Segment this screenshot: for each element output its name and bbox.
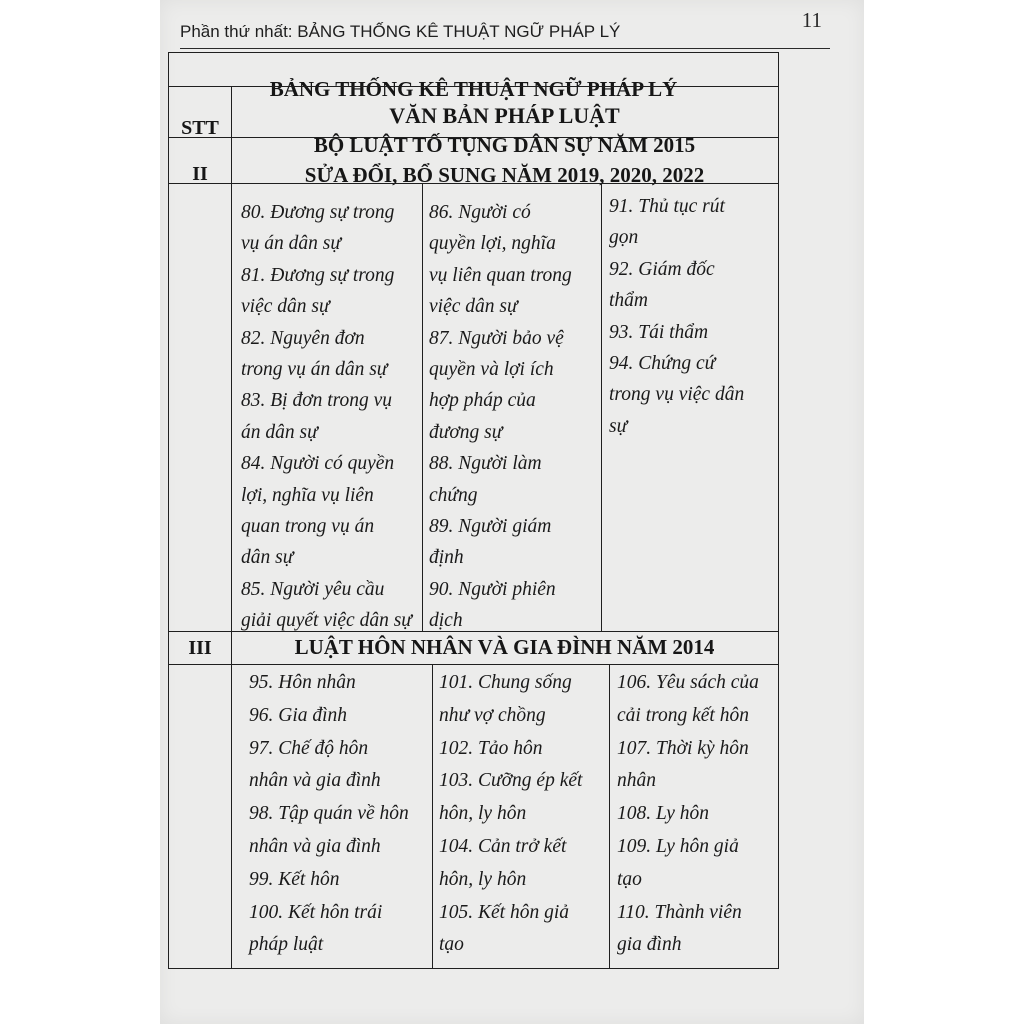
term-line: tạo — [617, 868, 642, 890]
stt-column-rule — [231, 86, 232, 968]
term-line: quyền và lợi ích — [429, 359, 554, 381]
term-line: hôn, ly hôn — [439, 868, 527, 890]
term-line: 87. Người bảo vệ — [429, 327, 564, 349]
term-line: 80. Đương sự trong — [241, 202, 395, 223]
term-line: đương sự — [429, 421, 503, 443]
document-column-header: VĂN BẢN PHÁP LUẬT — [389, 103, 620, 128]
term-line: quan trong vụ án — [241, 516, 375, 538]
term-line: 92. Giám đốc — [609, 258, 715, 280]
term-list-column — [429, 197, 572, 637]
row-divider — [169, 86, 778, 87]
term-line: 97. Chế độ hôn — [249, 737, 369, 759]
term-line: như vợ chồng — [439, 704, 546, 726]
page-number: 11 — [801, 8, 822, 32]
stt-column-header: STT — [181, 117, 219, 139]
term-line: 94. Chứng cứ — [609, 353, 716, 375]
term-line: định — [429, 547, 464, 569]
term-line: 101. Chung sống — [439, 672, 572, 693]
term-line: 89. Người giám — [429, 516, 552, 538]
term-line: 106. Yêu sách của — [617, 672, 759, 693]
term-line: sự — [609, 415, 628, 437]
term-line: 88. Người làm — [429, 453, 542, 475]
term-line: hôn, ly hôn — [439, 803, 527, 825]
term-line: gọn — [609, 227, 639, 249]
column-rule — [609, 664, 610, 968]
term-line: 110. Thành viên — [617, 901, 742, 923]
term-line: vụ liên quan trong — [429, 264, 572, 286]
term-line: 95. Hôn nhân — [249, 672, 356, 693]
term-line: 105. Kết hôn giả — [439, 901, 569, 923]
term-line: 102. Tảo hôn — [439, 737, 543, 759]
term-line: dịch — [429, 610, 463, 632]
row-divider — [169, 631, 778, 632]
term-list-column — [617, 667, 759, 962]
running-header — [180, 8, 830, 49]
term-line: giải quyết việc dân sự — [241, 610, 412, 632]
running-header-title: Phần thứ nhất: BẢNG THỐNG KÊ THUẬT NGỮ PHÁP LÝ — [180, 22, 621, 41]
term-line: 107. Thời kỳ hôn — [617, 737, 749, 759]
term-line: 83. Bị đơn trong vụ — [241, 390, 393, 412]
term-line: trong vụ án dân sự — [241, 359, 388, 381]
section-heading: BỘ LUẬT TỐ TỤNG DÂN SỰ NĂM 2015 — [313, 133, 696, 157]
column-rule — [601, 183, 602, 631]
term-list-column — [439, 667, 582, 962]
term-line: việc dân sự — [429, 296, 518, 318]
term-line: án dân sự — [241, 421, 318, 443]
row-divider — [169, 183, 778, 184]
section-heading: LUẬT HÔN NHÂN VÀ GIA ĐÌNH NĂM 2014 — [294, 635, 715, 659]
column-rule — [422, 183, 423, 631]
term-line: nhân và gia đình — [249, 770, 381, 792]
term-line: 90. Người phiên — [429, 578, 556, 600]
term-list-column — [609, 191, 744, 442]
term-line: 109. Ly hôn giả — [617, 835, 739, 857]
section-number: II — [192, 163, 208, 185]
term-line: 98. Tập quán về hôn — [249, 803, 409, 825]
section-number: III — [188, 637, 212, 659]
term-line: việc dân sự — [241, 296, 330, 318]
term-line: 82. Nguyên đơn — [241, 327, 365, 349]
term-line: 93. Tái thẩm — [609, 321, 709, 343]
term-line: nhân — [617, 770, 656, 792]
term-line: 99. Kết hôn — [249, 868, 340, 890]
term-line: nhân và gia đình — [249, 835, 381, 857]
column-rule — [432, 664, 433, 968]
row-divider — [169, 664, 778, 665]
legal-terms-table — [168, 52, 779, 969]
term-line: cải trong kết hôn — [617, 704, 749, 726]
term-line: 85. Người yêu cầu — [241, 578, 385, 600]
term-line: 96. Gia đình — [249, 704, 348, 726]
term-line: tạo — [439, 934, 464, 956]
term-line: hợp pháp của — [429, 390, 536, 412]
term-line: thẩm — [609, 290, 648, 312]
term-list-column — [249, 667, 409, 962]
section-heading-subtitle: SỬA ĐỔI, BỔ SUNG NĂM 2019, 2020, 2022 — [304, 163, 705, 187]
term-line: lợi, nghĩa vụ liên — [241, 484, 374, 506]
term-line: 104. Cản trở kết — [439, 835, 567, 857]
term-line: pháp luật — [249, 934, 324, 956]
term-line: 91. Thủ tục rút — [609, 196, 725, 217]
term-line: chứng — [429, 484, 478, 506]
term-line: 84. Người có quyền — [241, 453, 395, 475]
term-line: 86. Người có — [429, 202, 531, 223]
term-line: quyền lợi, nghĩa — [429, 233, 556, 255]
term-line: dân sự — [241, 547, 294, 569]
term-line: 100. Kết hôn trái — [249, 901, 383, 923]
term-line: 81. Đương sự trong — [241, 264, 395, 286]
term-line: gia đình — [617, 934, 682, 956]
table-title: BẢNG THỐNG KÊ THUẬT NGỮ PHÁP LÝ — [269, 77, 678, 101]
term-line: 103. Cưỡng ép kết — [439, 770, 583, 792]
term-line: 108. Ly hôn — [617, 803, 710, 825]
term-list-column — [241, 197, 412, 637]
term-line: trong vụ việc dân — [609, 384, 745, 406]
book-page — [160, 0, 864, 1024]
term-line: vụ án dân sự — [241, 233, 342, 255]
